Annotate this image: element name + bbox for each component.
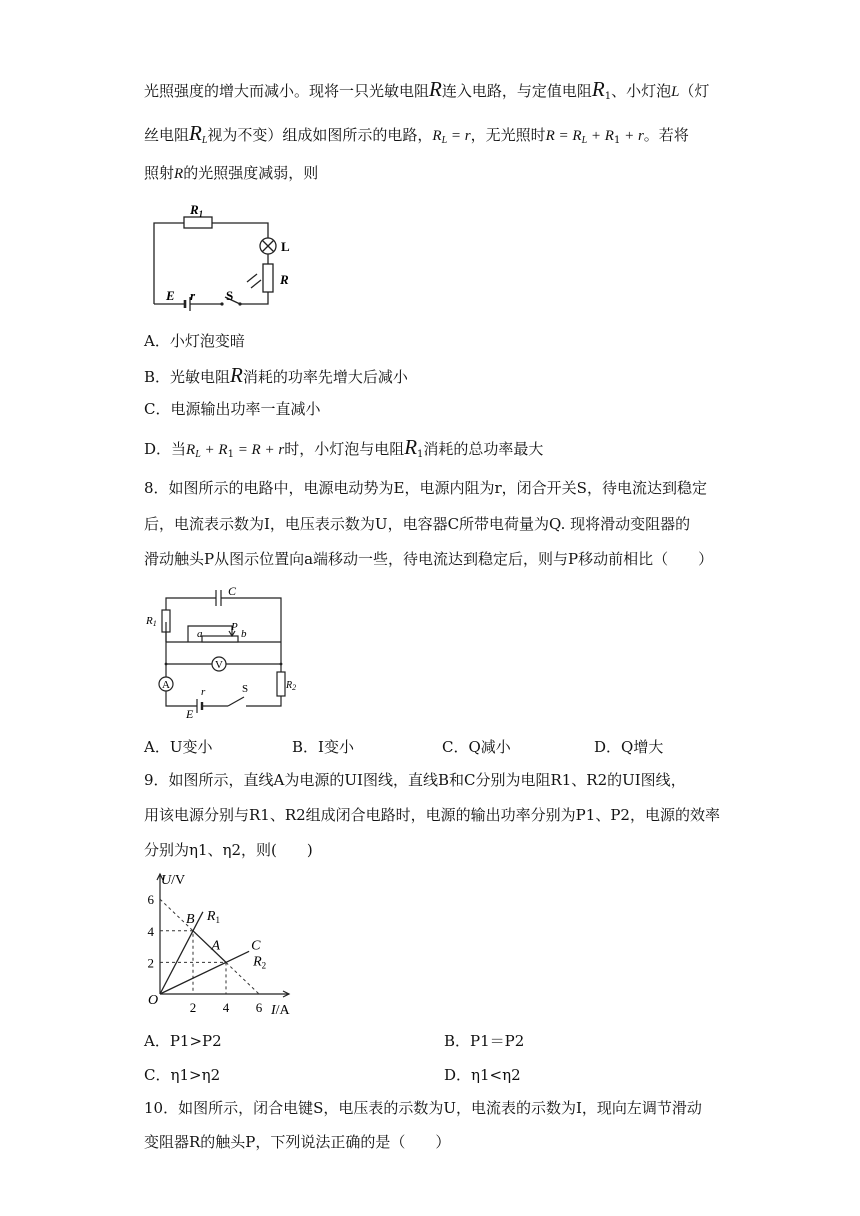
junction-dot xyxy=(280,663,283,666)
point-label-a: A xyxy=(211,938,221,954)
fig8-label-c: C xyxy=(228,584,237,598)
fig8-label-p: P xyxy=(231,621,238,633)
fig8-label-e: E xyxy=(186,707,194,721)
q7-text-line-1: 光照强度的增大而减小。现将一只光敏电阻R连入电路，与定值电阻$R_1$、小灯泡L（灯 xyxy=(144,77,710,102)
q8-option-b: B．I变小 xyxy=(292,738,354,756)
point-label-b: B xyxy=(186,911,195,927)
ui-graph xyxy=(140,868,300,1018)
x-tick-label: 2 xyxy=(189,1000,197,1015)
y-tick-label: 6 xyxy=(147,892,154,908)
switch-pivot-dot xyxy=(238,302,241,305)
q9-text-line-1: 9．如图所示，直线A为电源的UI图线，直线B和C分别为电阻R1、R2的UI图线， xyxy=(144,771,686,789)
series-r2-line xyxy=(160,951,249,994)
series-label-r2: $R_2$ xyxy=(253,954,267,971)
x-tick-label: 4 xyxy=(222,1000,230,1015)
x-tick-label: 6 xyxy=(255,1000,263,1015)
fig7-label-r-internal: r xyxy=(190,288,196,303)
fig8-label-a: a xyxy=(197,628,203,640)
fig8-label-s: S xyxy=(242,683,249,695)
q8-text-line-3: 滑动触头P从图示位置向a端移动一些，待电流达到稳定后，则与P移动前相比（ ） xyxy=(144,550,714,568)
fig7-label-e: E xyxy=(166,288,175,303)
series-label-r1: $R_1$ xyxy=(206,908,220,925)
fig8-label-b: b xyxy=(241,628,247,640)
voltmeter-label: V xyxy=(215,659,223,671)
fig8-label-r: r xyxy=(201,686,206,698)
q9-option-b: B．P1＝P2 xyxy=(444,1032,525,1050)
y-axis-label: U/V xyxy=(161,873,186,888)
q10-text-line-2: 变阻器R的触头P，下列说法正确的是（ ） xyxy=(144,1133,451,1151)
fig7-label-l: L xyxy=(281,239,290,254)
q8-circuit-diagram xyxy=(140,580,300,720)
q8-text-line-1: 8．如图所示的电路中，电源电动势为E，电源内阻为r，闭合开关S，待电流达到稳定 xyxy=(144,479,707,497)
q7-text-line-2: 丝电阻$R_L$视为不变）组成如图所示的电路，$R_L = r$，无光照时$R = R_L + R_1 + r$。若将 xyxy=(144,121,689,146)
q7-option-d: D．当$R_L + R_1 = R + r$时，小灯泡与电阻$R_1$消耗的总功率最大 xyxy=(144,435,544,460)
y-tick-label: 2 xyxy=(147,955,154,971)
fig8-label-r1: R1 xyxy=(146,615,157,628)
fig7-label-s: S xyxy=(226,288,234,303)
q9-option-d: D．η1<η2 xyxy=(444,1066,521,1084)
ammeter-label: A xyxy=(162,679,170,691)
q8-option-c: C．Q减小 xyxy=(442,738,511,756)
series-r1-line xyxy=(160,912,203,994)
origin-label: O xyxy=(148,993,159,1008)
q8-option-d: D．Q增大 xyxy=(594,738,664,756)
junction-dot xyxy=(165,663,168,666)
series-a-line xyxy=(193,931,226,963)
fig8-label-r2: $R_2$ xyxy=(286,680,297,692)
q10-text-line-1: 10．如图所示，闭合电键S，电压表的示数为U，电流表的示数为I，现向左调节滑动 xyxy=(144,1099,702,1117)
q7-circuit-diagram xyxy=(140,196,320,314)
fig7-label-r: R xyxy=(280,272,289,287)
q7-option-c: C．电源输出功率一直减小 xyxy=(144,400,321,418)
x-axis-label: I/A xyxy=(271,1003,290,1018)
fig7-label-r1: $R_1$ xyxy=(190,202,204,219)
q8-text-line-2: 后，电流表示数为I，电压表示数为U，电容器C所带电荷量为Q. 现将滑动变阻器的 xyxy=(144,515,691,533)
q7-option-a: A．小灯泡变暗 xyxy=(144,332,245,350)
q7-option-b: B．光敏电阻R消耗的功率先增大后减小 xyxy=(144,363,408,387)
switch-contact-dot xyxy=(220,302,223,305)
q9-option-a: A．P1>P2 xyxy=(144,1032,222,1050)
q7-text-line-3: 照射R的光照强度减弱，则 xyxy=(144,164,319,182)
q9-option-c: C．η1>η2 xyxy=(144,1066,221,1084)
q8-option-a: A．U变小 xyxy=(144,738,213,756)
line-label-c: C xyxy=(251,938,261,954)
q9-text-line-3: 分别为η1、η2，则( ) xyxy=(144,841,313,859)
y-tick-label: 4 xyxy=(147,923,154,939)
q9-text-line-2: 用该电源分别与R1、R2组成闭合电路时，电源的输出功率分别为P1、P2，电源的效率 xyxy=(144,806,720,824)
